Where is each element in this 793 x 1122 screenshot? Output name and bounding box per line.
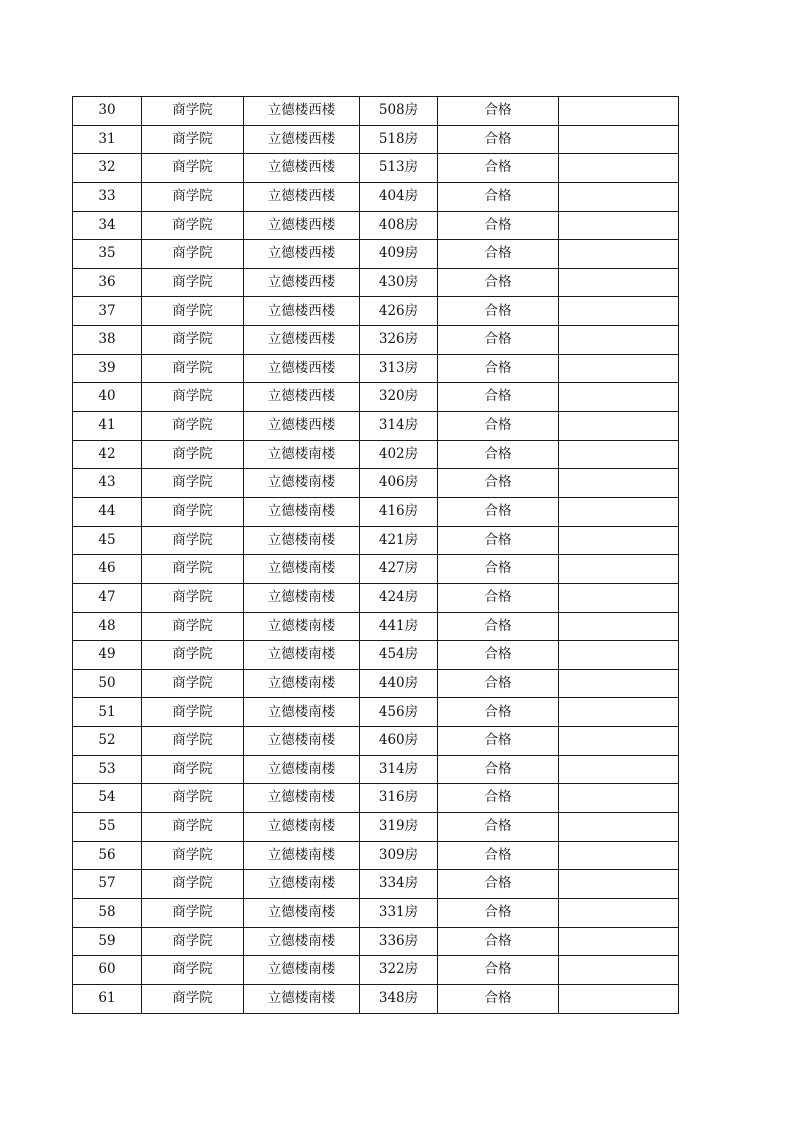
room-cell: 427房: [360, 555, 438, 584]
table-row: [73, 354, 679, 383]
remark-cell: [559, 154, 679, 183]
college-cell: 商学院: [142, 784, 244, 813]
building-cell: 立德楼南楼: [244, 698, 360, 727]
college-cell: 商学院: [142, 125, 244, 154]
table-row: [73, 841, 679, 870]
table-row: [73, 97, 679, 126]
table-row: [73, 297, 679, 326]
remark-cell: [559, 813, 679, 842]
remark-cell: [559, 97, 679, 126]
room-cell: 319房: [360, 813, 438, 842]
inspection-table-body: [73, 97, 679, 1014]
table-row: [73, 727, 679, 756]
room-cell: 424房: [360, 583, 438, 612]
result-cell: 合格: [438, 297, 559, 326]
room-cell: 406房: [360, 469, 438, 498]
row-number-cell: 33: [73, 182, 142, 211]
building-cell: 立德楼南楼: [244, 784, 360, 813]
remark-cell: [559, 641, 679, 670]
row-number-cell: 47: [73, 583, 142, 612]
college-cell: 商学院: [142, 326, 244, 355]
remark-cell: [559, 698, 679, 727]
remark-cell: [559, 268, 679, 297]
row-number-cell: 48: [73, 612, 142, 641]
row-number-cell: 56: [73, 841, 142, 870]
result-cell: 合格: [438, 497, 559, 526]
building-cell: 立德楼南楼: [244, 555, 360, 584]
result-cell: 合格: [438, 97, 559, 126]
building-cell: 立德楼西楼: [244, 182, 360, 211]
college-cell: 商学院: [142, 526, 244, 555]
table-row: [73, 870, 679, 899]
room-cell: 513房: [360, 154, 438, 183]
result-cell: 合格: [438, 354, 559, 383]
result-cell: 合格: [438, 326, 559, 355]
college-cell: 商学院: [142, 469, 244, 498]
table-row: [73, 268, 679, 297]
result-cell: 合格: [438, 813, 559, 842]
row-number-cell: 46: [73, 555, 142, 584]
building-cell: 立德楼西楼: [244, 154, 360, 183]
table-row: [73, 898, 679, 927]
result-cell: 合格: [438, 727, 559, 756]
college-cell: 商学院: [142, 612, 244, 641]
remark-cell: [559, 125, 679, 154]
building-cell: 立德楼南楼: [244, 583, 360, 612]
room-cell: 316房: [360, 784, 438, 813]
room-cell: 456房: [360, 698, 438, 727]
room-cell: 313房: [360, 354, 438, 383]
college-cell: 商学院: [142, 97, 244, 126]
room-cell: 508房: [360, 97, 438, 126]
room-cell: 402房: [360, 440, 438, 469]
college-cell: 商学院: [142, 268, 244, 297]
remark-cell: [559, 583, 679, 612]
table-row: [73, 956, 679, 985]
room-cell: 409房: [360, 240, 438, 269]
row-number-cell: 34: [73, 211, 142, 240]
college-cell: 商学院: [142, 984, 244, 1013]
table-row: [73, 784, 679, 813]
row-number-cell: 31: [73, 125, 142, 154]
remark-cell: [559, 956, 679, 985]
room-cell: 348房: [360, 984, 438, 1013]
row-number-cell: 51: [73, 698, 142, 727]
college-cell: 商学院: [142, 383, 244, 412]
building-cell: 立德楼西楼: [244, 354, 360, 383]
remark-cell: [559, 927, 679, 956]
result-cell: 合格: [438, 154, 559, 183]
room-cell: 314房: [360, 412, 438, 441]
row-number-cell: 49: [73, 641, 142, 670]
row-number-cell: 59: [73, 927, 142, 956]
remark-cell: [559, 898, 679, 927]
result-cell: 合格: [438, 698, 559, 727]
room-cell: 326房: [360, 326, 438, 355]
row-number-cell: 30: [73, 97, 142, 126]
remark-cell: [559, 354, 679, 383]
room-cell: 309房: [360, 841, 438, 870]
college-cell: 商学院: [142, 154, 244, 183]
remark-cell: [559, 841, 679, 870]
remark-cell: [559, 412, 679, 441]
room-cell: 408房: [360, 211, 438, 240]
college-cell: 商学院: [142, 698, 244, 727]
result-cell: 合格: [438, 211, 559, 240]
table-row: [73, 612, 679, 641]
college-cell: 商学院: [142, 898, 244, 927]
row-number-cell: 55: [73, 813, 142, 842]
result-cell: 合格: [438, 240, 559, 269]
table-row: [73, 240, 679, 269]
result-cell: 合格: [438, 383, 559, 412]
building-cell: 立德楼南楼: [244, 526, 360, 555]
building-cell: 立德楼南楼: [244, 927, 360, 956]
building-cell: 立德楼西楼: [244, 211, 360, 240]
row-number-cell: 35: [73, 240, 142, 269]
row-number-cell: 43: [73, 469, 142, 498]
result-cell: 合格: [438, 440, 559, 469]
building-cell: 立德楼南楼: [244, 641, 360, 670]
remark-cell: [559, 497, 679, 526]
remark-cell: [559, 612, 679, 641]
table-row: [73, 583, 679, 612]
remark-cell: [559, 182, 679, 211]
result-cell: 合格: [438, 927, 559, 956]
college-cell: 商学院: [142, 727, 244, 756]
result-cell: 合格: [438, 784, 559, 813]
result-cell: 合格: [438, 870, 559, 899]
remark-cell: [559, 784, 679, 813]
building-cell: 立德楼西楼: [244, 97, 360, 126]
room-cell: 460房: [360, 727, 438, 756]
building-cell: 立德楼南楼: [244, 612, 360, 641]
table-row: [73, 669, 679, 698]
building-cell: 立德楼西楼: [244, 240, 360, 269]
table-row: [73, 469, 679, 498]
college-cell: 商学院: [142, 297, 244, 326]
result-cell: 合格: [438, 555, 559, 584]
row-number-cell: 38: [73, 326, 142, 355]
table-row: [73, 984, 679, 1013]
table-row: [73, 641, 679, 670]
building-cell: 立德楼南楼: [244, 755, 360, 784]
room-cell: 426房: [360, 297, 438, 326]
table-row: [73, 440, 679, 469]
building-cell: 立德楼南楼: [244, 870, 360, 899]
row-number-cell: 41: [73, 412, 142, 441]
table-row: [73, 813, 679, 842]
row-number-cell: 42: [73, 440, 142, 469]
college-cell: 商学院: [142, 927, 244, 956]
row-number-cell: 50: [73, 669, 142, 698]
row-number-cell: 39: [73, 354, 142, 383]
row-number-cell: 44: [73, 497, 142, 526]
room-cell: 314房: [360, 755, 438, 784]
building-cell: 立德楼南楼: [244, 727, 360, 756]
result-cell: 合格: [438, 583, 559, 612]
table-row: [73, 383, 679, 412]
table-row: [73, 526, 679, 555]
room-cell: 441房: [360, 612, 438, 641]
remark-cell: [559, 240, 679, 269]
room-cell: 416房: [360, 497, 438, 526]
row-number-cell: 36: [73, 268, 142, 297]
room-cell: 430房: [360, 268, 438, 297]
row-number-cell: 45: [73, 526, 142, 555]
building-cell: 立德楼南楼: [244, 669, 360, 698]
building-cell: 立德楼西楼: [244, 412, 360, 441]
remark-cell: [559, 526, 679, 555]
room-cell: 440房: [360, 669, 438, 698]
room-cell: 454房: [360, 641, 438, 670]
college-cell: 商学院: [142, 870, 244, 899]
building-cell: 立德楼西楼: [244, 297, 360, 326]
college-cell: 商学院: [142, 956, 244, 985]
table-row: [73, 755, 679, 784]
room-cell: 334房: [360, 870, 438, 899]
result-cell: 合格: [438, 755, 559, 784]
building-cell: 立德楼南楼: [244, 984, 360, 1013]
result-cell: 合格: [438, 612, 559, 641]
building-cell: 立德楼南楼: [244, 469, 360, 498]
room-cell: 518房: [360, 125, 438, 154]
building-cell: 立德楼南楼: [244, 440, 360, 469]
building-cell: 立德楼南楼: [244, 813, 360, 842]
result-cell: 合格: [438, 469, 559, 498]
table-row: [73, 211, 679, 240]
inspection-table: [72, 96, 679, 1014]
result-cell: 合格: [438, 641, 559, 670]
room-cell: 331房: [360, 898, 438, 927]
building-cell: 立德楼西楼: [244, 383, 360, 412]
room-cell: 336房: [360, 927, 438, 956]
remark-cell: [559, 727, 679, 756]
result-cell: 合格: [438, 125, 559, 154]
room-cell: 421房: [360, 526, 438, 555]
table-row: [73, 698, 679, 727]
college-cell: 商学院: [142, 583, 244, 612]
remark-cell: [559, 440, 679, 469]
college-cell: 商学院: [142, 841, 244, 870]
row-number-cell: 57: [73, 870, 142, 899]
row-number-cell: 54: [73, 784, 142, 813]
row-number-cell: 61: [73, 984, 142, 1013]
college-cell: 商学院: [142, 354, 244, 383]
result-cell: 合格: [438, 898, 559, 927]
room-cell: 320房: [360, 383, 438, 412]
college-cell: 商学院: [142, 497, 244, 526]
result-cell: 合格: [438, 412, 559, 441]
result-cell: 合格: [438, 182, 559, 211]
result-cell: 合格: [438, 841, 559, 870]
building-cell: 立德楼南楼: [244, 956, 360, 985]
table-row: [73, 182, 679, 211]
table-row: [73, 497, 679, 526]
remark-cell: [559, 870, 679, 899]
result-cell: 合格: [438, 669, 559, 698]
remark-cell: [559, 469, 679, 498]
building-cell: 立德楼南楼: [244, 898, 360, 927]
college-cell: 商学院: [142, 641, 244, 670]
room-cell: 404房: [360, 182, 438, 211]
college-cell: 商学院: [142, 813, 244, 842]
college-cell: 商学院: [142, 755, 244, 784]
table-row: [73, 154, 679, 183]
row-number-cell: 53: [73, 755, 142, 784]
result-cell: 合格: [438, 956, 559, 985]
college-cell: 商学院: [142, 211, 244, 240]
table-row: [73, 555, 679, 584]
building-cell: 立德楼西楼: [244, 268, 360, 297]
building-cell: 立德楼南楼: [244, 497, 360, 526]
table-row: [73, 412, 679, 441]
remark-cell: [559, 669, 679, 698]
college-cell: 商学院: [142, 669, 244, 698]
college-cell: 商学院: [142, 412, 244, 441]
remark-cell: [559, 755, 679, 784]
table-row: [73, 326, 679, 355]
remark-cell: [559, 211, 679, 240]
result-cell: 合格: [438, 268, 559, 297]
row-number-cell: 60: [73, 956, 142, 985]
building-cell: 立德楼西楼: [244, 326, 360, 355]
college-cell: 商学院: [142, 440, 244, 469]
remark-cell: [559, 984, 679, 1013]
result-cell: 合格: [438, 984, 559, 1013]
table-row: [73, 927, 679, 956]
building-cell: 立德楼西楼: [244, 125, 360, 154]
remark-cell: [559, 297, 679, 326]
row-number-cell: 37: [73, 297, 142, 326]
remark-cell: [559, 555, 679, 584]
remark-cell: [559, 326, 679, 355]
row-number-cell: 40: [73, 383, 142, 412]
row-number-cell: 58: [73, 898, 142, 927]
building-cell: 立德楼南楼: [244, 841, 360, 870]
room-cell: 322房: [360, 956, 438, 985]
result-cell: 合格: [438, 526, 559, 555]
college-cell: 商学院: [142, 182, 244, 211]
row-number-cell: 32: [73, 154, 142, 183]
table-row: [73, 125, 679, 154]
row-number-cell: 52: [73, 727, 142, 756]
college-cell: 商学院: [142, 555, 244, 584]
college-cell: 商学院: [142, 240, 244, 269]
remark-cell: [559, 383, 679, 412]
